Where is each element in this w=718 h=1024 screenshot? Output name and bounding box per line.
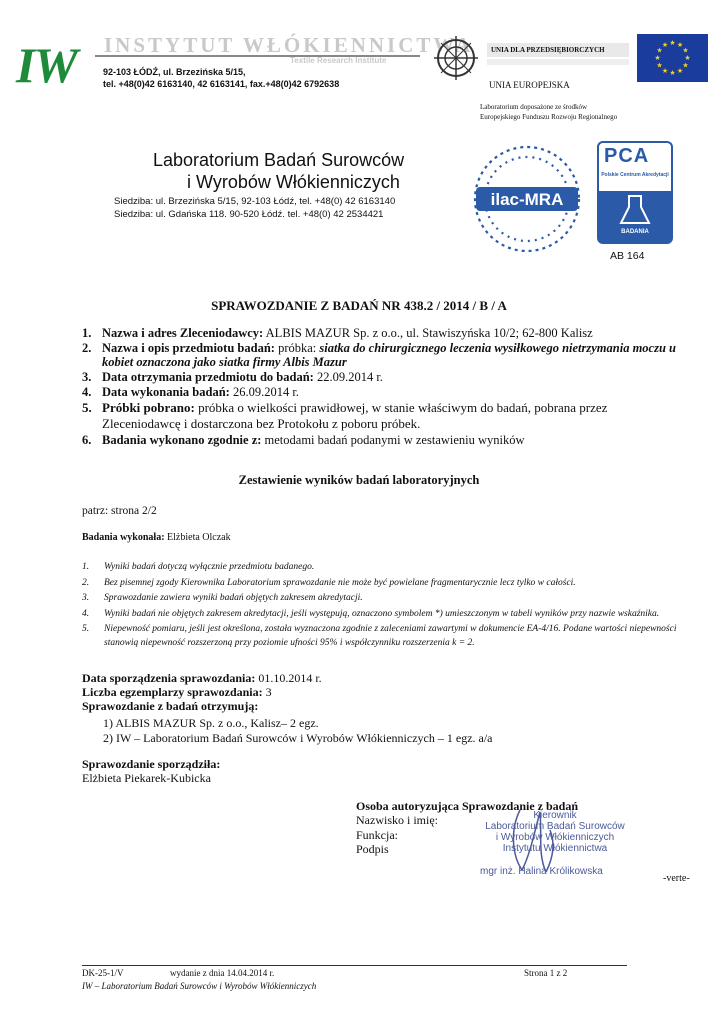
note-number: 2. [82,577,90,588]
institute-subtitle: Textile Research Institute [290,56,387,65]
report-date-label: Data sporządzenia sprawozdania: [82,671,256,685]
authorizer-title: Osoba autoryzująca Sprawozdanie z badań [356,799,579,813]
note-number: 5. [82,624,90,634]
item-value: metodami badań podanymi w zestawieniu wyników [261,433,525,447]
stamp-line: Kierownik [533,810,577,821]
results-summary-title: Zestawienie wyników badań laboratoryjnych [238,473,480,487]
performed-by [82,532,231,543]
item-number: 6. [82,433,92,447]
report-date-value: 01.10.2014 r. [255,671,322,685]
report-meta [82,671,322,713]
institute-phone: tel. +48(0)42 6163140, 42 6163141, fax.+48(0)42 6792638 [103,79,340,89]
ilac-mra-logo-icon [468,140,586,258]
item-label: Badania wykonano zgodnie z: [102,433,262,447]
lab-seat-address: Siedziba: ul. Brzezińska 5/15, 92-103 Łódź, tel. +48(0) 42 6163140 [114,196,396,207]
item-number: 4. [82,385,92,399]
note-text: Sprawozdanie zawiera wyniki badań objętych zakresem akredytacji. [104,593,363,603]
lab-title: Laboratorium Badań Surowców [153,150,405,170]
report-date [82,671,322,685]
note-text: Wyniki badań nie objętych zakresem akredytacji, jeśli występują, oznaczono symbolem *) umieszczonym w tabeli wyników przy nazwie wskaźnika. [104,608,660,619]
note-item [82,561,682,575]
eu-note-line: Laboratorium doposażone ze środków [480,103,588,111]
flask-icon [599,191,671,229]
stamp-line: Instytutu Włókiennictwa [502,843,608,854]
svg-text:★: ★ [654,54,661,62]
svg-text:★: ★ [669,69,676,77]
svg-text:★: ★ [684,54,691,62]
svg-text:★: ★ [682,46,689,55]
lab-title-line2: i Wyrobów Włókienniczych [187,172,400,192]
authorizer-function-label: Funkcja: [356,827,398,842]
item-value: 26.09.2014 r. [229,385,299,399]
authorizer-fields [356,813,438,857]
item-label: Nazwa i adres Zleceniodawcy: [102,326,264,340]
report-item-subject [82,341,682,369]
eu-note-line: Europejskiego Funduszu Rozwoju Regionalnego [480,113,618,121]
item-label: Data wykonania badań: [102,385,230,399]
see-page-note: patrz: strona 2/2 [82,505,157,517]
footer-lab-name: IW – Laboratorium Badań Surowców i Wyrobów Włókienniczych [82,981,317,991]
authorizer-name-label: Nazwisko i imię: [356,813,438,827]
prepared-by-name: Elżbieta Piekarek-Kubicka [82,771,211,785]
report-item-method [82,433,682,447]
recipients-list [103,716,493,746]
footer-form-code: DK-25-1/V [82,968,124,978]
svg-text:★: ★ [656,61,663,70]
report-copies-value: 3 [262,685,272,699]
eu-slogan-bar: UNIA DLA PRZEDSIĘBIORCZYCH [487,43,629,57]
report-notes [82,561,682,652]
performed-by-name: Elżbieta Olczak [164,532,231,543]
footer-page-number: Strona 1 z 2 [524,968,568,978]
item-number: 3. [82,370,92,384]
report-title: SPRAWOZDANIE Z BADAŃ NR 438.2 / 2014 / B / A [211,298,507,313]
svg-text:★: ★ [676,41,684,49]
note-item [82,577,682,591]
note-number: 4. [82,608,90,619]
institute-name: INSTYTUT WŁÓKIENNICTWA [104,33,474,57]
note-text: Niepewność pomiaru, jeśli jest określona, została wyznaczona zgodnie z zaleceniami zawartymi w dokumencie EA-4/16. Podane wartości niepewności stanowią niepewność rozszerzoną przy poziomie ufności 95% i współczynniku rozszerzenia k = 2. [104,624,677,648]
pca-badania-label: BADANIA [621,229,649,235]
report-recipients-label [82,699,322,713]
footer-issue-date: wydanie z dnia 14.04.2014 r. [170,968,275,978]
note-number: 1. [82,562,90,572]
svg-text:★: ★ [661,67,669,75]
note-number: 3. [82,593,90,603]
item-label: Data otrzymania przedmiotu do badań: [102,370,314,384]
report-items [82,326,682,448]
prepared-by-label: Sprawozdanie sporządziła: [82,757,221,771]
report-copies-label: Liczba egzemplarzy sprawozdania: [82,685,263,699]
item-value: próbka: [274,341,320,355]
item-value-italic: siatka do chirurgicznego leczenia wysiłkowego nietrzymania moczu u kobiet oznaczona jako siatka firmy Albis Mazur [102,341,676,369]
report-item-received-date [82,370,682,384]
pca-title: PCA [604,145,650,167]
recipient-item: 1) ALBIS MAZUR Sp. z o.o., Kalisz– 2 egz. [103,716,319,730]
item-value: ALBIS MAZUR Sp. z o.o., ul. Stawiszyńska 10/2; 62-800 Kalisz [263,326,593,340]
item-number: 1. [82,326,92,340]
authorizer-signature-label: Podpis [356,842,389,856]
eu-flag-icon [637,34,708,82]
report-item-client [82,326,682,340]
ilac-label: ilac-MRA [490,190,564,209]
iw-logo: IW [16,37,76,93]
institute-address: 92-103 ŁÓDŹ, ul. Brzezińska 5/15, [103,67,246,77]
report-copies [82,685,322,699]
note-item [82,608,682,622]
stamp-line: i Wyrobów Włókienniczych [495,832,615,843]
stamp-line: Laboratorium Badań Surowców [485,821,625,832]
recipients-label-text: Sprawozdanie z badań otrzymują: [82,699,259,713]
pca-subtitle: Polskie Centrum Akredytacji [601,172,669,178]
item-number: 2. [82,341,92,355]
accreditation-number: AB 164 [610,250,645,262]
eu-funding-note [480,102,617,122]
svg-text:★: ★ [682,61,689,70]
note-item [82,623,682,650]
svg-text:★: ★ [661,41,669,49]
note-text: Bez pisemnej zgody Kierownika Laboratorium sprawozdanie nie może być powielane fragmentarycznie lecz tylko w całości. [104,577,576,588]
item-label: Próbki pobrano: [102,400,195,415]
svg-text:★: ★ [669,39,676,47]
item-value: próbka o wielkości prawidłowej, w stanie właściwym do badań, pobrana przez Zleceniodawcę i dostarczona bez Protokołu z poboru próbek. [102,400,608,431]
note-text: Wyniki badań dotyczą wyłącznie przedmiotu badanego. [104,562,315,572]
eu-slogan-underbar [487,59,629,65]
svg-text:★: ★ [656,46,663,55]
report-item-test-date [82,385,682,399]
item-number: 5. [82,400,92,415]
report-item-sampling [82,400,682,432]
item-value: 22.09.2014 r. [313,370,383,384]
recipient-item: 2) IW – Laboratorium Badań Surowców i Wyrobów Włókienniczych – 1 egz. a/a [103,731,493,745]
item-label: Nazwa i opis przedmiotu badań: [102,341,275,355]
lab-seat-address-2: Siedziba: ul. Gdańska 118. 90-520 Łódź. tel. +48(0) 42 2534421 [114,209,384,220]
stamp-signatory-name: mgr inż. Halina Królikowska [480,866,603,877]
note-item [82,592,682,606]
compass-emblem-icon [432,34,480,82]
footer-divider [82,965,627,966]
performed-by-label: Badania wykonała: [82,532,165,543]
eu-union-label: UNIA EUROPEJSKA [489,80,570,90]
svg-text:★: ★ [676,67,684,75]
verte-mark: -verte- [663,873,690,884]
